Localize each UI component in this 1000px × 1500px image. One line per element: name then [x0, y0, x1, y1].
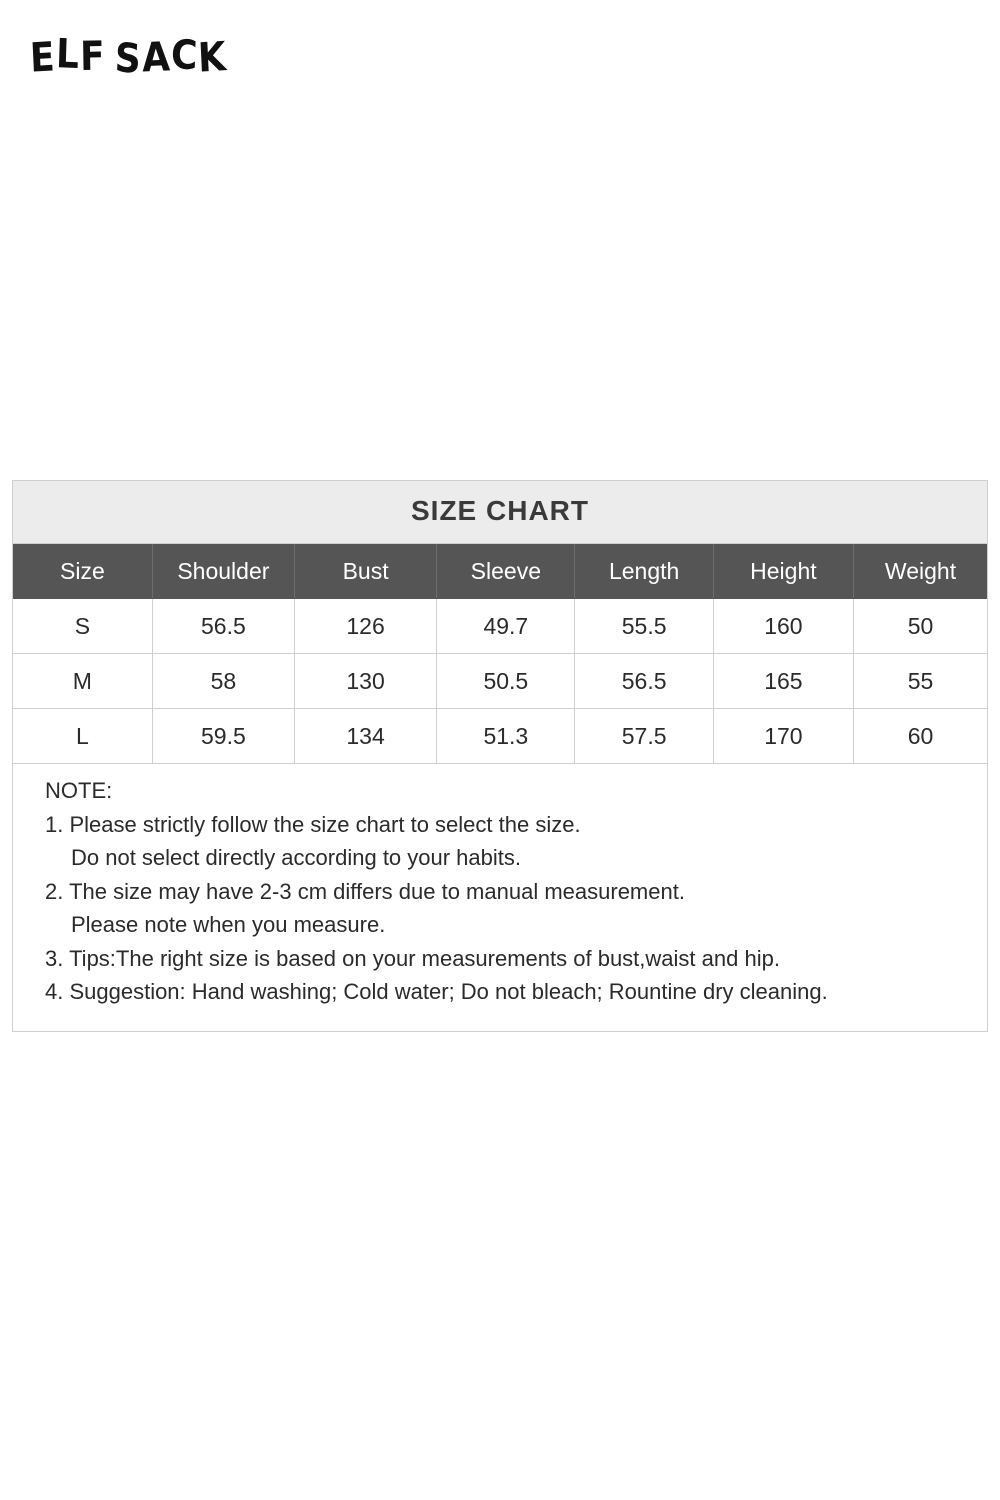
column-header-sleeve: Sleeve	[437, 544, 575, 599]
table-header-row	[13, 544, 987, 599]
cell-sleeve: 49.7	[437, 599, 575, 654]
cell-shoulder: 59.5	[152, 709, 294, 764]
column-header-size: Size	[13, 544, 152, 599]
note-title: NOTE:	[45, 778, 113, 803]
cell-size: L	[13, 709, 152, 764]
brand-letter: E	[28, 34, 57, 82]
cell-weight: 60	[854, 709, 987, 764]
cell-bust: 130	[294, 654, 436, 709]
cell-height: 170	[713, 709, 853, 764]
column-header-height: Height	[713, 544, 853, 599]
cell-sleeve: 51.3	[437, 709, 575, 764]
column-header-length: Length	[575, 544, 713, 599]
table-row	[13, 709, 987, 764]
cell-height: 165	[713, 654, 853, 709]
cell-weight: 55	[854, 654, 987, 709]
note-line: 2. The size may have 2-3 cm differs due to manual measurement.	[45, 878, 685, 904]
column-header-weight: Weight	[854, 544, 987, 599]
column-header-bust: Bust	[294, 544, 436, 599]
note-line: 1. Please strictly follow the size chart to select the size.	[45, 812, 581, 837]
cell-length: 57.5	[575, 709, 713, 764]
cell-size: S	[13, 599, 152, 654]
brand-letter: C	[170, 32, 200, 80]
note-line: Do not select directly according to your habits.	[71, 845, 522, 871]
brand-letter: F	[79, 33, 106, 81]
size-chart-table	[13, 544, 987, 764]
table-row	[13, 654, 987, 709]
column-header-shoulder: Shoulder	[152, 544, 294, 599]
brand-letter: K	[197, 34, 229, 82]
note-line: 3. Tips:The right size is based on your measurements of bust,waist and hip.	[45, 945, 780, 971]
note-line: Please note when you measure.	[71, 912, 386, 938]
brand-letter: A	[141, 34, 172, 82]
cell-bust: 134	[294, 709, 436, 764]
cell-size: M	[13, 654, 152, 709]
size-chart-note	[13, 764, 987, 1031]
table-row	[13, 599, 987, 654]
cell-height: 160	[713, 599, 853, 654]
size-chart-panel	[12, 480, 988, 1032]
brand-letter: S	[113, 35, 144, 83]
cell-sleeve: 50.5	[437, 654, 575, 709]
cell-length: 56.5	[575, 654, 713, 709]
cell-bust: 126	[294, 599, 436, 654]
cell-shoulder: 58	[152, 654, 294, 709]
note-line: 4. Suggestion: Hand washing; Cold water; Do not bleach; Rountine dry cleaning.	[45, 979, 828, 1005]
size-chart-title: SIZE CHART	[13, 481, 987, 544]
brand-letter: L	[54, 31, 81, 79]
brand-logo	[28, 31, 229, 83]
cell-length: 55.5	[575, 599, 713, 654]
cell-shoulder: 56.5	[152, 599, 294, 654]
cell-weight: 50	[854, 599, 987, 654]
